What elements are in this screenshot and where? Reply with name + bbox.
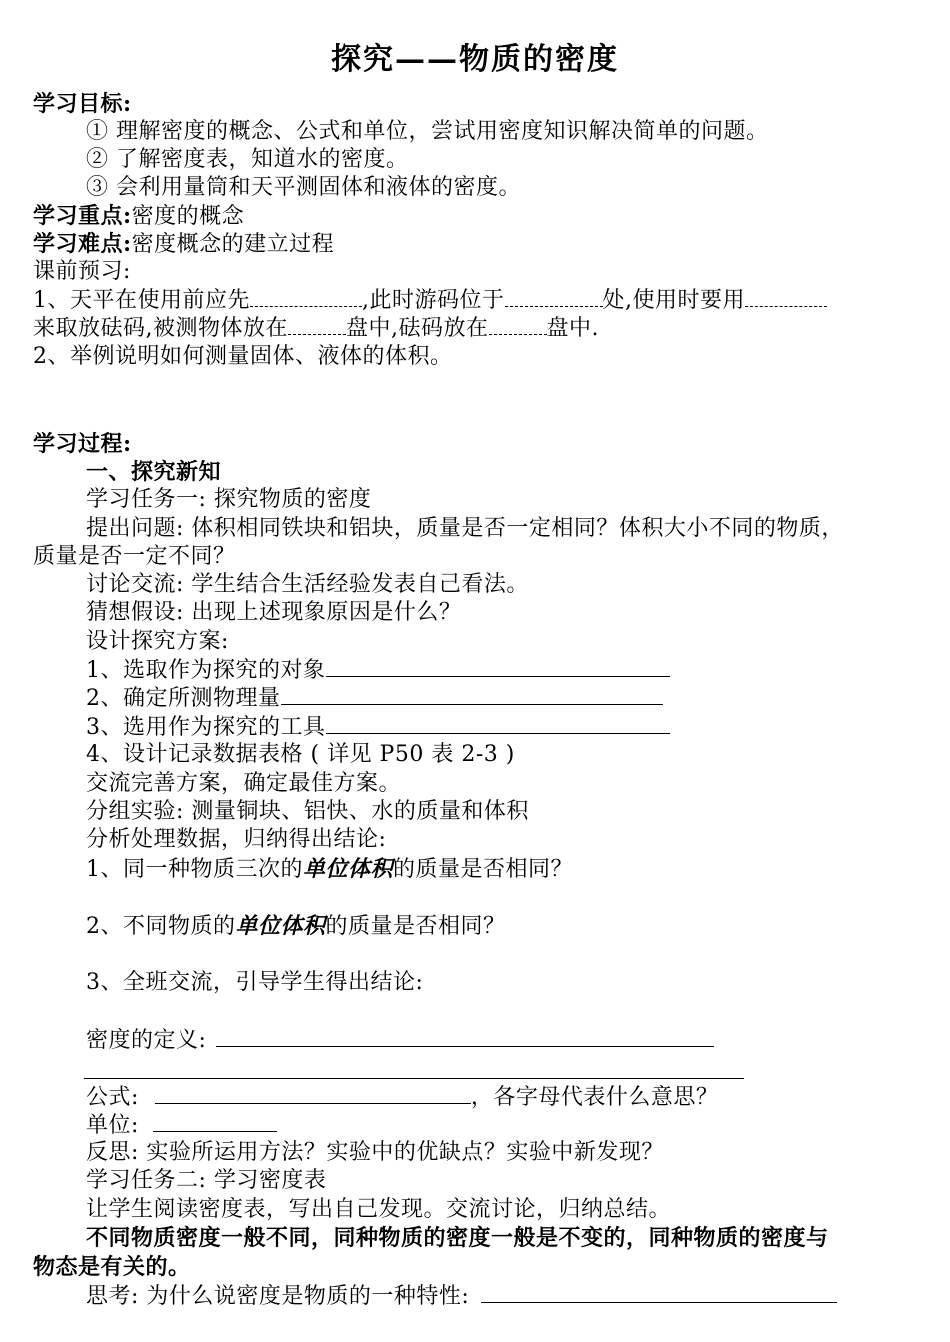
preview-q1-text-a: 1、天平在使用前应先 [33,288,250,313]
formula-row [86,1083,718,1112]
page-title: 探究——物质的密度 [331,42,619,77]
formula-label: 公式: [86,1085,139,1110]
blank-rider-position[interactable] [505,288,603,307]
read-text: 让学生阅读密度表，写出自己发现。交流讨论，归纳总结。 [86,1197,672,1222]
blank-adjust[interactable] [250,288,362,307]
design-step-4: 4、设计记录数据表格 ( 详见 P50 表 2-3 ) [86,742,515,767]
design-step-3 [86,713,670,742]
process-label: 学习过程: [33,431,132,457]
preview-q1-text-e: 盘中,砝码放在 [346,316,489,341]
reflect-text: 反思: 实验所运用方法？实验中的优缺点？实验中新发现？ [86,1140,664,1165]
conclusion-line-2: 物态是有关的。 [33,1254,191,1280]
preview-q1-text-b: ,此时游码位于 [362,288,505,313]
think-row [86,1282,837,1311]
goals-label: 学习目标: [33,91,132,117]
difficulty-row [33,230,334,259]
question-line-1: 提出问题: 体积相同铁块和铝块，质量是否一定相同？体积大小不同的物质， [86,516,844,541]
preview-q1-line2 [33,315,599,343]
cq2-text-b: 的质量是否相同？ [325,914,506,939]
definition-label: 密度的定义: [86,1028,207,1053]
unit-row [86,1111,277,1140]
definition-continuation-line[interactable] [84,1078,744,1079]
conclusion-line-1: 不同物质密度一般不同，同种物质的密度一般是不变的，同种物质的密度与 [86,1225,829,1251]
cq2-emphasis: 单位体积 [235,913,326,939]
blank-formula[interactable] [155,1083,471,1104]
design-step-2 [86,684,663,713]
cq1-text-a: 1、同一种物质三次的 [86,857,303,882]
design-step-1-text: 1、选取作为探究的对象 [86,658,326,683]
unit-label: 单位: [86,1113,139,1138]
preview-q1-text-d: 来取放砝码,被测物体放在 [33,316,288,341]
goal-item-2: ② 了解密度表，知道水的密度。 [86,147,409,172]
design-step-2-text: 2、确定所测物理量 [86,686,281,711]
refine-text: 交流完善方案，确定最佳方案。 [86,771,402,796]
preview-label: 课前预习: [33,259,131,284]
conclusion-question-3: 3、全班交流，引导学生得出结论: [86,970,424,995]
blank-weight-pan[interactable] [489,316,547,335]
design-step-3-text: 3、选用作为探究的工具 [86,715,326,740]
experiment-text: 分组实验: 测量铜块、铝快、水的质量和体积 [86,799,529,824]
design-step-1 [86,656,670,685]
preview-q1-line1 [33,287,827,315]
key-point-text: 密度的概念 [131,204,245,229]
conclusion-question-1 [86,855,573,884]
preview-q1-text-f: 盘中. [546,316,599,341]
blank-unit[interactable] [153,1111,277,1132]
key-point-row [33,202,244,231]
task-2-heading: 学习任务二: 学习密度表 [86,1168,327,1193]
blank-definition[interactable] [216,1026,714,1047]
blank-quantity[interactable] [281,684,663,705]
cq1-emphasis: 单位体积 [303,856,394,882]
blank-object[interactable] [326,656,670,677]
key-point-label: 学习重点: [33,203,132,229]
preview-q1-text-c: 处,使用时要用 [602,288,745,313]
goal-item-3: ③ 会利用量筒和天平测固体和液体的密度。 [86,175,521,200]
design-heading: 设计探究方案: [86,629,229,654]
difficulty-label: 学习难点: [33,231,132,257]
blank-tool[interactable] [745,288,827,307]
blank-object-pan[interactable] [288,316,346,335]
definition-row [86,1026,714,1055]
guess-text: 猜想假设: 出现上述现象原因是什么？ [86,600,462,625]
discuss-text: 讨论交流: 学生结合生活经验发表自己看法。 [86,572,529,597]
preview-q2: 2、举例说明如何测量固体、液体的体积。 [33,344,453,369]
formula-question: ，各字母代表什么意思？ [470,1085,719,1110]
task-1-heading: 学习任务一: 探究物质的密度 [86,487,372,512]
conclusion-question-2 [86,912,506,941]
analyze-text: 分析处理数据，归纳得出结论: [86,827,387,852]
cq1-text-b: 的质量是否相同？ [393,857,574,882]
think-text: 思考: 为什么说密度是物质的一种特性: [86,1284,470,1309]
blank-think[interactable] [481,1282,837,1303]
goal-item-1: ① 理解密度的概念、公式和单位，尝试用密度知识解决简单的问题。 [86,119,769,144]
section-1-heading: 一、探究新知 [86,459,222,485]
difficulty-text: 密度概念的建立过程 [131,232,335,257]
cq2-text-a: 2、不同物质的 [86,914,236,939]
question-line-2: 质量是否一定不同？ [33,544,236,569]
blank-tools[interactable] [326,713,670,734]
